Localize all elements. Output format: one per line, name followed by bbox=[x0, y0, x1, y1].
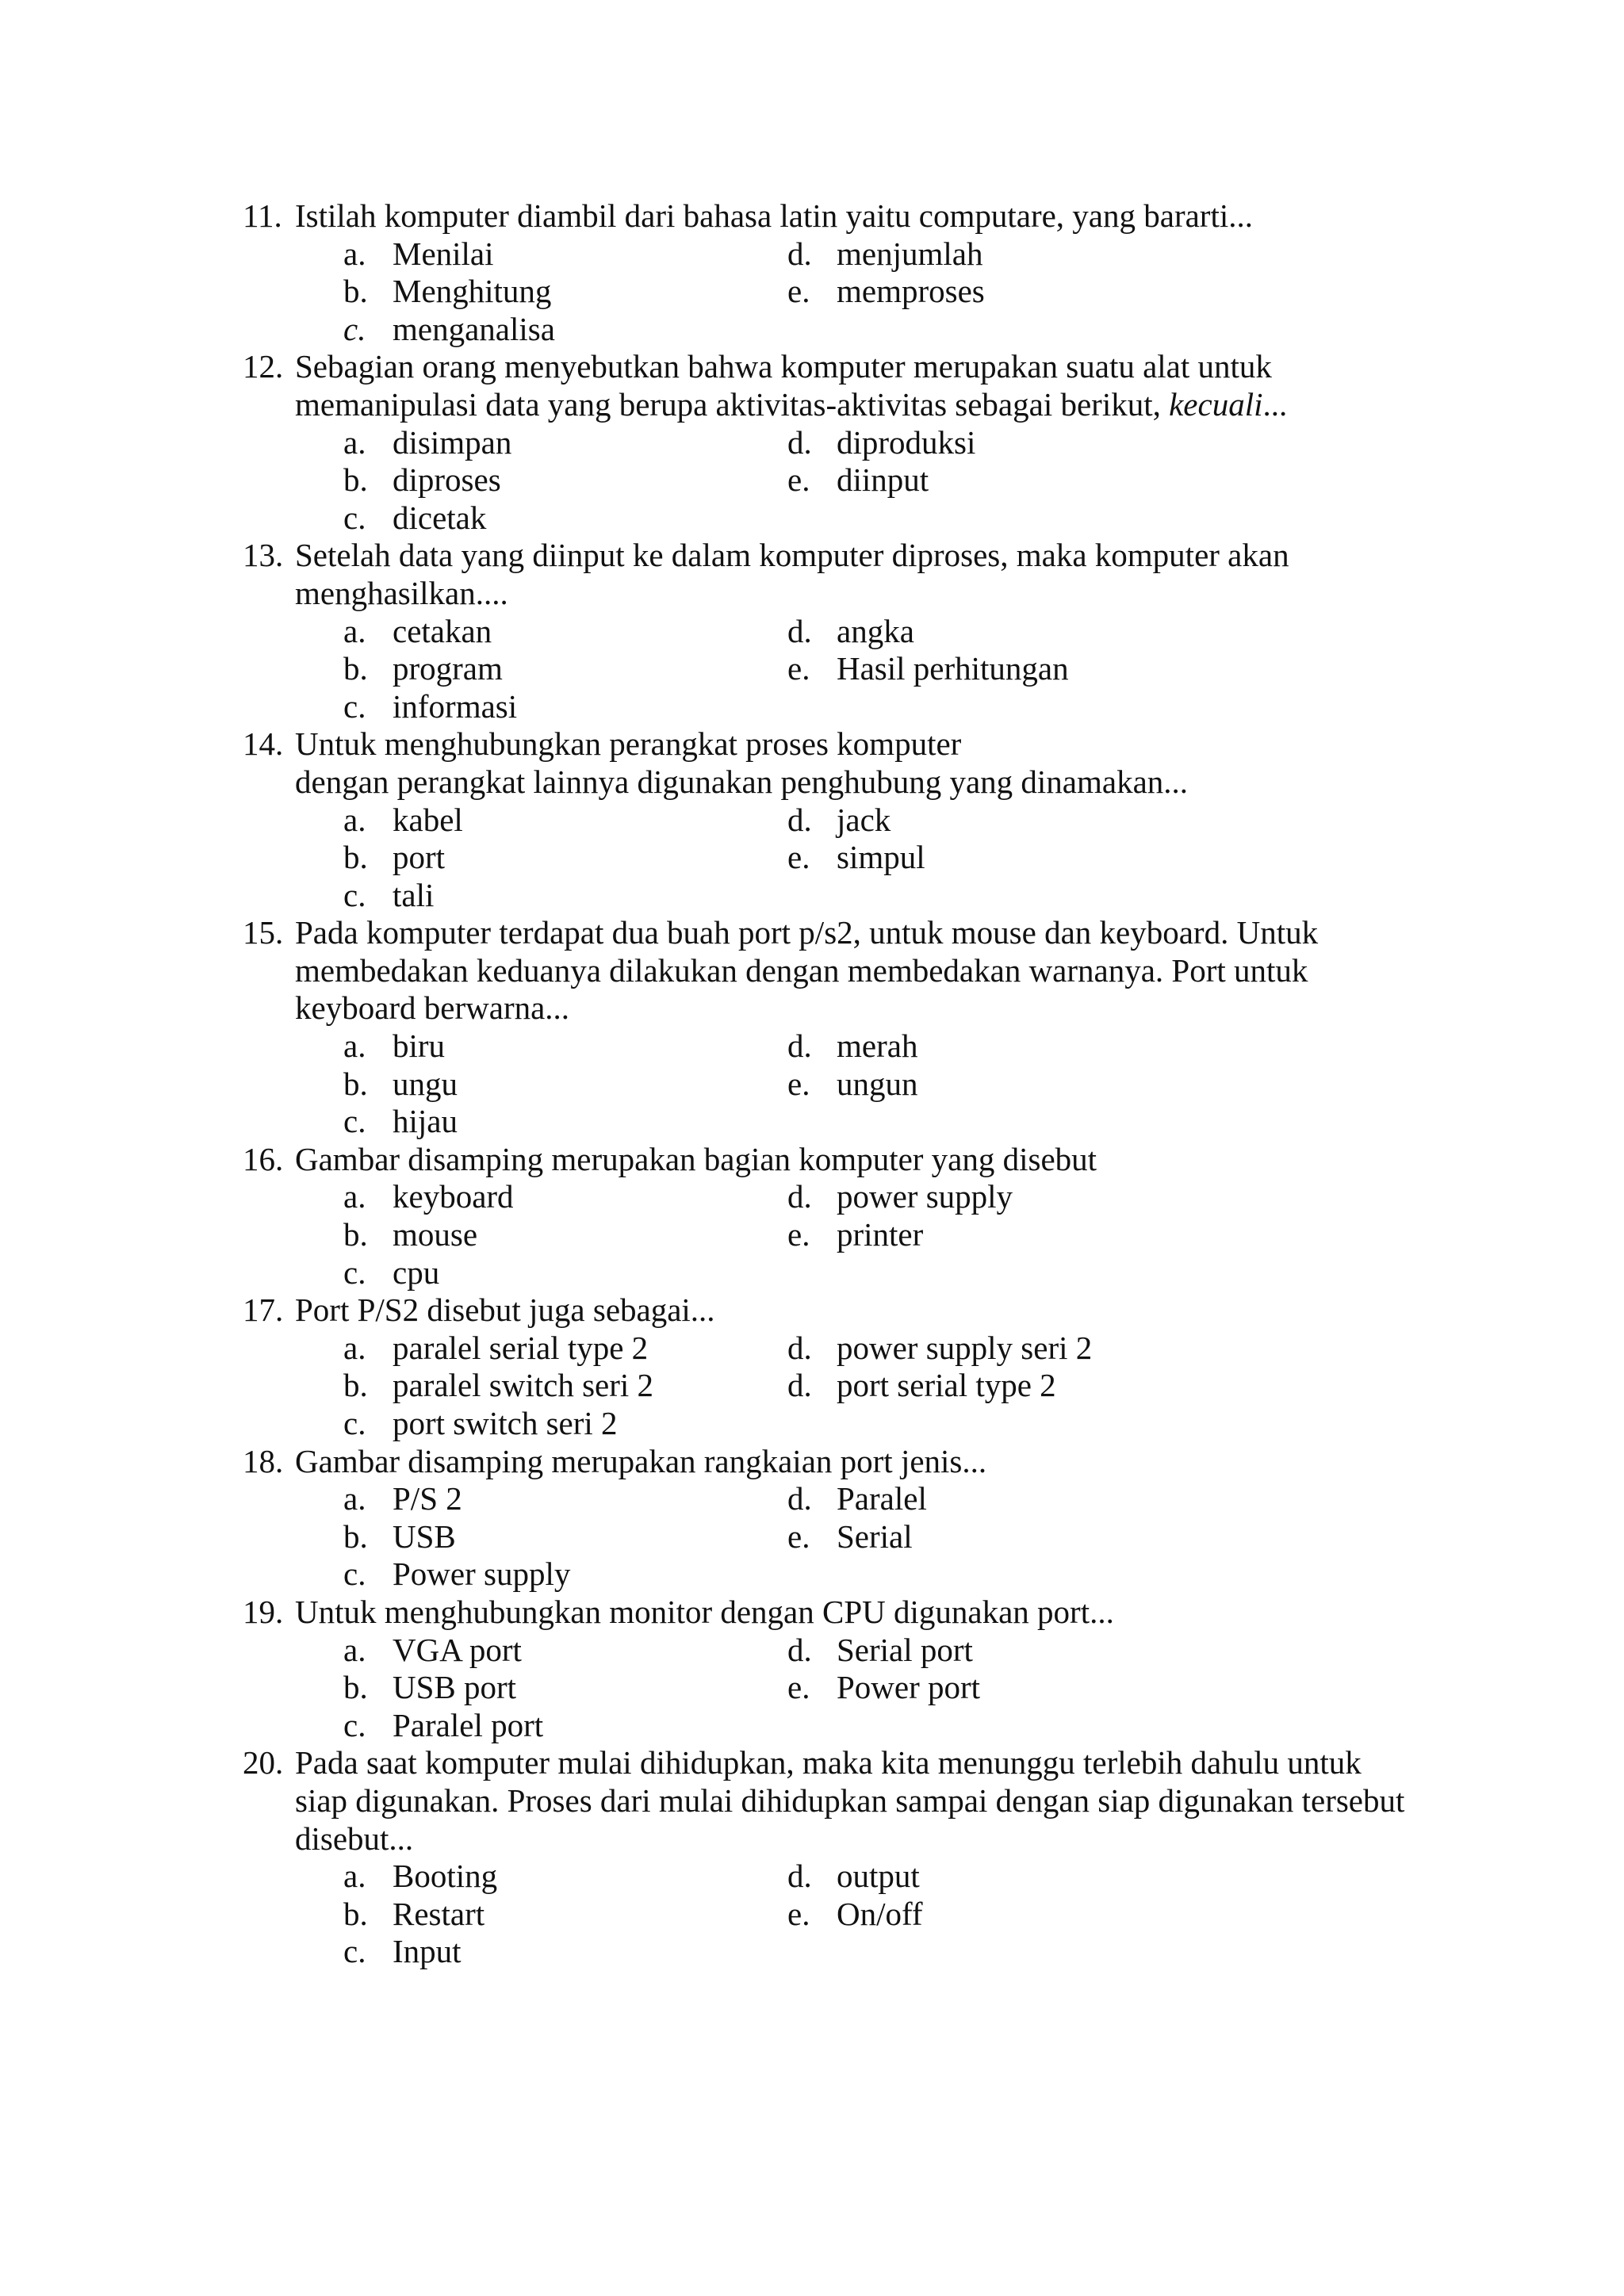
answer-option bbox=[343, 461, 501, 499]
answer-option bbox=[787, 1480, 927, 1518]
question-text-line bbox=[243, 575, 1448, 613]
option-text: output bbox=[837, 1858, 920, 1895]
question-text: kecuali bbox=[1169, 385, 1263, 423]
option-letter: d. bbox=[787, 1480, 812, 1517]
option-text: angka bbox=[837, 612, 914, 649]
question-number: 12. bbox=[243, 348, 284, 385]
option-text: ungu bbox=[393, 1065, 458, 1102]
option-row bbox=[243, 1330, 1448, 1368]
question-text-line bbox=[243, 1594, 1448, 1632]
option-text: menganalisa bbox=[393, 310, 555, 347]
option-row bbox=[243, 613, 1448, 651]
option-letter: d. bbox=[787, 612, 812, 649]
answer-options bbox=[243, 1480, 1448, 1594]
option-text: program bbox=[393, 650, 503, 687]
answer-options bbox=[243, 1027, 1448, 1141]
option-text: kabel bbox=[393, 801, 463, 838]
option-text: memproses bbox=[837, 273, 985, 310]
option-text: Hasil perhitungan bbox=[837, 650, 1069, 687]
question-text: disebut... bbox=[295, 1820, 414, 1857]
option-text: cetakan bbox=[393, 612, 492, 649]
option-text: Power port bbox=[837, 1669, 981, 1706]
option-text: Serial bbox=[837, 1517, 913, 1555]
question-text: Gambar disamping merupakan bagian komputer yang disebut bbox=[295, 1140, 1097, 1177]
question-text: Sebagian orang menyebutkan bahwa komputer merupakan suatu alat untuk bbox=[295, 348, 1272, 385]
option-letter: b. bbox=[343, 1367, 368, 1404]
option-letter: d. bbox=[787, 1367, 812, 1404]
question-text-line bbox=[243, 197, 1448, 235]
answer-option bbox=[787, 1896, 923, 1934]
answer-option bbox=[343, 235, 494, 274]
option-row bbox=[243, 1254, 1448, 1292]
option-letter: b. bbox=[343, 1669, 368, 1706]
answer-option bbox=[787, 1066, 918, 1104]
option-letter: b. bbox=[343, 1895, 368, 1932]
option-text: disimpan bbox=[393, 423, 512, 461]
option-row bbox=[243, 235, 1448, 274]
question-16 bbox=[243, 1141, 1448, 1292]
option-letter: c. bbox=[343, 1706, 366, 1743]
option-letter: b. bbox=[343, 273, 368, 310]
option-row bbox=[243, 1066, 1448, 1104]
answer-option bbox=[343, 688, 517, 726]
answer-option bbox=[787, 1858, 920, 1896]
question-text: Istilah komputer diambil dari bahasa latin yaitu computare, yang bararti... bbox=[295, 197, 1253, 234]
option-letter: c. bbox=[343, 1253, 366, 1291]
option-letter: c. bbox=[343, 310, 366, 347]
option-text: port serial type 2 bbox=[837, 1367, 1056, 1404]
option-text: power supply bbox=[837, 1178, 1013, 1215]
option-row bbox=[243, 650, 1448, 688]
question-number: 14. bbox=[243, 725, 284, 763]
option-letter: e. bbox=[787, 1895, 810, 1932]
option-letter: e. bbox=[787, 273, 810, 310]
answer-option bbox=[343, 1518, 456, 1556]
option-letter: a. bbox=[343, 423, 366, 461]
option-text: Paralel port bbox=[393, 1706, 544, 1743]
question-text: dengan perangkat lainnya digunakan penghubung yang dinamakan... bbox=[295, 763, 1189, 800]
answer-option bbox=[343, 1066, 458, 1104]
option-text: mouse bbox=[393, 1216, 478, 1253]
answer-options bbox=[243, 802, 1448, 915]
question-text: memanipulasi data yang berupa aktivitas-aktivitas sebagai berikut, bbox=[295, 385, 1170, 423]
option-text: ungun bbox=[837, 1065, 918, 1102]
option-text: diinput bbox=[837, 461, 929, 499]
question-text-line bbox=[243, 386, 1448, 424]
option-letter: a. bbox=[343, 1480, 366, 1517]
option-letter: c. bbox=[343, 499, 366, 536]
option-letter: a. bbox=[343, 1631, 366, 1668]
answer-option bbox=[787, 1669, 980, 1707]
question-text: Pada komputer terdapat dua buah port p/s2, untuk mouse dan keyboard. Untuk bbox=[295, 914, 1319, 951]
answer-option bbox=[343, 1896, 485, 1934]
answer-option bbox=[787, 1216, 923, 1254]
option-row bbox=[243, 839, 1448, 877]
answer-option bbox=[343, 877, 434, 915]
option-letter: c. bbox=[343, 1103, 366, 1140]
question-text-line bbox=[243, 1744, 1448, 1782]
option-letter: a. bbox=[343, 801, 366, 838]
question-text-line bbox=[243, 725, 1448, 763]
answer-option bbox=[343, 1103, 458, 1141]
question-12 bbox=[243, 348, 1448, 537]
question-text-line bbox=[243, 914, 1448, 952]
option-letter: e. bbox=[787, 1216, 810, 1253]
answer-option bbox=[343, 1556, 570, 1594]
answer-option bbox=[343, 424, 511, 462]
option-letter: d. bbox=[787, 1178, 812, 1215]
option-text: Booting bbox=[393, 1858, 498, 1895]
option-text: P/S 2 bbox=[393, 1480, 462, 1517]
answer-option bbox=[787, 1027, 917, 1066]
answer-options bbox=[243, 424, 1448, 538]
answer-option bbox=[343, 1027, 445, 1066]
option-row bbox=[243, 688, 1448, 726]
option-text: Paralel bbox=[837, 1480, 927, 1517]
answer-option bbox=[787, 235, 982, 274]
option-text: informasi bbox=[393, 687, 518, 725]
answer-option bbox=[343, 311, 555, 349]
question-text-line bbox=[243, 952, 1448, 990]
option-letter: d. bbox=[787, 1027, 812, 1065]
option-text: diproses bbox=[393, 461, 501, 499]
question-text: Setelah data yang diinput ke dalam komputer diproses, maka komputer akan bbox=[295, 537, 1289, 574]
option-row bbox=[243, 1556, 1448, 1594]
option-text: Menilai bbox=[393, 235, 494, 272]
answer-option bbox=[787, 1178, 1013, 1216]
option-row bbox=[243, 1632, 1448, 1670]
question-number: 16. bbox=[243, 1140, 284, 1177]
answer-option bbox=[787, 613, 914, 651]
question-text: membedakan keduanya dilakukan dengan membedakan warnanya. Port untuk bbox=[295, 951, 1308, 989]
question-17 bbox=[243, 1292, 1448, 1442]
option-letter: c. bbox=[343, 1933, 366, 1970]
option-text: menjumlah bbox=[837, 235, 983, 272]
option-letter: b. bbox=[343, 461, 368, 499]
answer-option bbox=[343, 1707, 543, 1745]
answer-options bbox=[243, 1858, 1448, 1971]
question-text-line bbox=[243, 1820, 1448, 1858]
option-text: keyboard bbox=[393, 1178, 514, 1215]
option-text: port bbox=[393, 839, 446, 876]
question-text: Port P/S2 disebut juga sebagai... bbox=[295, 1292, 715, 1329]
option-text: Serial port bbox=[837, 1631, 973, 1668]
option-text: paralel switch seri 2 bbox=[393, 1367, 654, 1404]
option-row bbox=[243, 1405, 1448, 1443]
answer-option bbox=[787, 1518, 913, 1556]
option-letter: d. bbox=[787, 235, 812, 272]
option-row bbox=[243, 877, 1448, 915]
question-15 bbox=[243, 914, 1448, 1141]
option-letter: a. bbox=[343, 1858, 366, 1895]
answer-option bbox=[787, 1330, 1092, 1368]
option-letter: b. bbox=[343, 650, 368, 687]
question-text-line bbox=[243, 537, 1448, 575]
option-letter: d. bbox=[787, 1858, 812, 1895]
answer-option bbox=[343, 1480, 462, 1518]
question-text: keyboard berwarna... bbox=[295, 989, 570, 1027]
option-letter: c. bbox=[343, 1556, 366, 1593]
option-row bbox=[243, 1216, 1448, 1254]
answer-option bbox=[343, 1367, 653, 1405]
option-text: jack bbox=[837, 801, 891, 838]
answer-option bbox=[343, 273, 551, 311]
answer-option bbox=[343, 1405, 618, 1443]
answer-option bbox=[787, 650, 1069, 688]
option-text: power supply seri 2 bbox=[837, 1329, 1093, 1366]
option-text: biru bbox=[393, 1027, 446, 1065]
answer-option bbox=[343, 1216, 477, 1254]
answer-option bbox=[343, 613, 492, 651]
option-letter: a. bbox=[343, 1178, 366, 1215]
question-text: Untuk menghubungkan perangkat proses komputer bbox=[295, 725, 962, 763]
option-text: cpu bbox=[393, 1253, 440, 1291]
option-letter: b. bbox=[343, 1216, 368, 1253]
option-row bbox=[243, 1518, 1448, 1556]
option-row bbox=[243, 1103, 1448, 1141]
option-text: USB bbox=[393, 1517, 456, 1555]
question-number: 15. bbox=[243, 914, 284, 951]
option-row bbox=[243, 1027, 1448, 1066]
question-number: 13. bbox=[243, 537, 284, 574]
answer-option bbox=[343, 839, 445, 877]
option-letter: d. bbox=[787, 801, 812, 838]
answer-option bbox=[787, 424, 975, 462]
option-row bbox=[243, 499, 1448, 538]
answer-option bbox=[343, 499, 486, 538]
answer-options bbox=[243, 1632, 1448, 1745]
option-letter: b. bbox=[343, 839, 368, 876]
option-letter: a. bbox=[343, 235, 366, 272]
question-text: Untuk menghubungkan monitor dengan CPU digunakan port... bbox=[295, 1593, 1114, 1630]
question-text-line bbox=[243, 1141, 1448, 1179]
option-letter: a. bbox=[343, 1027, 366, 1065]
answer-options bbox=[243, 235, 1448, 349]
question-text: siap digunakan. Proses dari mulai dihidupkan sampai dengan siap digunakan tersebut bbox=[295, 1781, 1405, 1819]
question-text-line bbox=[243, 763, 1448, 802]
option-text: simpul bbox=[837, 839, 925, 876]
question-11 bbox=[243, 197, 1448, 348]
question-text: Gambar disamping merupakan rangkaian port jenis... bbox=[295, 1442, 987, 1479]
option-letter: b. bbox=[343, 1517, 368, 1555]
option-row bbox=[243, 1480, 1448, 1518]
answer-option bbox=[343, 650, 503, 688]
question-text-line bbox=[243, 1443, 1448, 1481]
answer-option bbox=[343, 1254, 439, 1292]
option-letter: b. bbox=[343, 1065, 368, 1102]
option-letter: a. bbox=[343, 612, 366, 649]
option-letter: d. bbox=[787, 423, 812, 461]
question-number: 19. bbox=[243, 1593, 284, 1630]
question-number: 17. bbox=[243, 1292, 284, 1329]
option-text: Input bbox=[393, 1933, 462, 1970]
option-text: paralel serial type 2 bbox=[393, 1329, 649, 1366]
answer-option bbox=[787, 1632, 973, 1670]
option-letter: e. bbox=[787, 1669, 810, 1706]
question-19 bbox=[243, 1594, 1448, 1744]
option-letter: e. bbox=[787, 1517, 810, 1555]
option-text: Menghitung bbox=[393, 273, 552, 310]
option-text: tali bbox=[393, 876, 435, 913]
option-text: port switch seri 2 bbox=[393, 1405, 618, 1441]
question-text-line bbox=[243, 348, 1448, 386]
option-letter: c. bbox=[343, 1405, 366, 1441]
option-letter: a. bbox=[343, 1329, 366, 1366]
option-letter: e. bbox=[787, 461, 810, 499]
question-14 bbox=[243, 725, 1448, 914]
answer-options bbox=[243, 613, 1448, 726]
question-number: 18. bbox=[243, 1442, 284, 1479]
option-row bbox=[243, 1896, 1448, 1934]
option-letter: e. bbox=[787, 650, 810, 687]
option-row bbox=[243, 311, 1448, 349]
option-letter: d. bbox=[787, 1631, 812, 1668]
option-letter: c. bbox=[343, 876, 366, 913]
answer-option bbox=[787, 1367, 1056, 1405]
answer-option bbox=[343, 1632, 522, 1670]
option-row bbox=[243, 461, 1448, 499]
answer-option bbox=[787, 839, 925, 877]
answer-option bbox=[343, 1330, 648, 1368]
question-18 bbox=[243, 1443, 1448, 1594]
option-text: dicetak bbox=[393, 499, 487, 536]
answer-option bbox=[787, 802, 891, 840]
option-row bbox=[243, 1858, 1448, 1896]
option-text: On/off bbox=[837, 1895, 923, 1932]
option-row bbox=[243, 1707, 1448, 1745]
question-text: Pada saat komputer mulai dihidupkan, maka kita menunggu terlebih dahulu untuk bbox=[295, 1744, 1362, 1781]
option-text: Restart bbox=[393, 1895, 485, 1932]
answer-option bbox=[343, 1933, 462, 1971]
option-letter: e. bbox=[787, 839, 810, 876]
question-text: menghasilkan.... bbox=[295, 574, 508, 611]
option-row bbox=[243, 1669, 1448, 1707]
question-text-line bbox=[243, 1782, 1448, 1820]
question-list bbox=[243, 197, 1448, 1971]
option-row bbox=[243, 424, 1448, 462]
question-number: 20. bbox=[243, 1744, 284, 1781]
option-text: Power supply bbox=[393, 1556, 571, 1593]
option-row bbox=[243, 802, 1448, 840]
question-13 bbox=[243, 537, 1448, 725]
answer-option bbox=[787, 273, 985, 311]
question-text-line bbox=[243, 989, 1448, 1027]
option-text: VGA port bbox=[393, 1631, 522, 1668]
question-20 bbox=[243, 1744, 1448, 1971]
answer-option bbox=[343, 802, 463, 840]
option-row bbox=[243, 273, 1448, 311]
question-text-line bbox=[243, 1292, 1448, 1330]
question-number: 11. bbox=[243, 197, 282, 234]
option-text: printer bbox=[837, 1216, 924, 1253]
answer-option bbox=[787, 461, 929, 499]
answer-option bbox=[343, 1858, 497, 1896]
option-letter: d. bbox=[787, 1329, 812, 1366]
option-text: hijau bbox=[393, 1103, 458, 1140]
option-text: merah bbox=[837, 1027, 918, 1065]
question-text: ... bbox=[1262, 385, 1288, 423]
option-row bbox=[243, 1178, 1448, 1216]
answer-option bbox=[343, 1669, 516, 1707]
answer-option bbox=[343, 1178, 514, 1216]
answer-options bbox=[243, 1178, 1448, 1292]
answer-options bbox=[243, 1330, 1448, 1443]
option-letter: c. bbox=[343, 687, 366, 725]
option-letter: e. bbox=[787, 1065, 810, 1102]
option-row bbox=[243, 1367, 1448, 1405]
option-text: USB port bbox=[393, 1669, 517, 1706]
option-text: diproduksi bbox=[837, 423, 976, 461]
option-row bbox=[243, 1933, 1448, 1971]
